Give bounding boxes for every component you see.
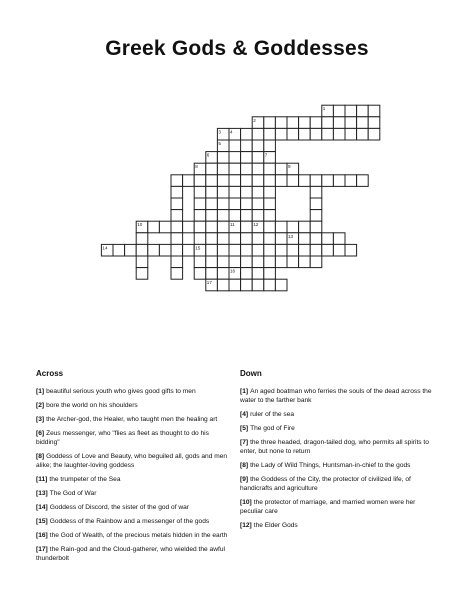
grid-cell[interactable] — [148, 221, 160, 233]
grid-cell[interactable] — [368, 128, 380, 140]
clue-item — [240, 387, 440, 405]
grid-cell[interactable] — [171, 210, 183, 222]
grid-cell[interactable] — [252, 210, 264, 222]
clue-item-number: [9] — [240, 476, 249, 483]
clue-number: 13 — [288, 233, 294, 239]
grid-cell[interactable] — [136, 233, 148, 245]
grid-cell[interactable] — [206, 186, 218, 198]
grid-cell[interactable] — [217, 186, 229, 198]
clue-number: 7 — [264, 152, 268, 158]
clue-item — [36, 429, 232, 447]
clue-item-text: the protector of marriage, and married women were her peculiar care — [240, 499, 416, 515]
grid-cell[interactable] — [194, 268, 206, 280]
grid-cell[interactable] — [345, 175, 357, 187]
grid-cell[interactable] — [148, 244, 160, 256]
grid-cell[interactable] — [345, 105, 357, 117]
grid-cell[interactable] — [206, 210, 218, 222]
clue-item-number: [8] — [36, 453, 45, 460]
grid-cell[interactable] — [217, 279, 229, 291]
clue-item — [36, 452, 232, 470]
grid-cell[interactable] — [287, 117, 299, 129]
clue-number: 12 — [253, 222, 259, 228]
across-clues — [36, 369, 232, 568]
grid-cell[interactable] — [171, 233, 183, 245]
grid-cell[interactable] — [310, 198, 322, 210]
grid-cell[interactable] — [357, 105, 369, 117]
grid-cell[interactable] — [310, 128, 322, 140]
grid-cell[interactable] — [159, 244, 171, 256]
grid-cell[interactable] — [252, 140, 264, 152]
grid-cell[interactable] — [264, 233, 276, 245]
clue-number: 10 — [137, 222, 143, 228]
clue-item — [240, 475, 440, 493]
grid-cell[interactable] — [241, 244, 253, 256]
clue-item-number: [16] — [36, 532, 48, 539]
grid-cell[interactable] — [333, 244, 345, 256]
grid-cell[interactable] — [275, 244, 287, 256]
grid-cell[interactable] — [206, 244, 218, 256]
clue-item-number: [17] — [36, 546, 48, 553]
clue-number: 5 — [218, 141, 221, 146]
grid-cell[interactable] — [241, 279, 253, 291]
grid-cell[interactable] — [275, 279, 287, 291]
clue-item-number: [12] — [240, 522, 252, 529]
grid-cell[interactable] — [357, 128, 369, 140]
grid-cell[interactable] — [206, 256, 218, 268]
grid-cell[interactable] — [322, 244, 334, 256]
grid-cell[interactable] — [264, 210, 276, 222]
clue-item — [240, 424, 440, 433]
clue-number: 14 — [102, 245, 108, 251]
clue-item-text: the three headed, dragon-tailed dog, who permits all spirits to enter, but none to return — [240, 439, 429, 455]
grid-cell[interactable] — [171, 221, 183, 233]
grid-cell[interactable] — [241, 163, 253, 175]
grid-cell[interactable] — [310, 175, 322, 187]
grid-cell[interactable] — [241, 233, 253, 245]
grid-cell[interactable] — [217, 210, 229, 222]
grid-cell[interactable] — [368, 105, 380, 117]
grid-cell[interactable] — [171, 186, 183, 198]
grid-cell[interactable] — [322, 233, 334, 245]
grid-cell[interactable] — [310, 233, 322, 245]
grid-cell[interactable] — [206, 198, 218, 210]
grid-cell[interactable] — [217, 221, 229, 233]
grid-cell[interactable] — [264, 117, 276, 129]
grid-cell[interactable] — [252, 256, 264, 268]
grid-cell[interactable] — [241, 221, 253, 233]
grid-cell[interactable] — [310, 221, 322, 233]
grid-cell[interactable] — [252, 279, 264, 291]
clue-item-text: The God of War — [49, 490, 97, 497]
grid-cell[interactable] — [299, 233, 311, 245]
grid-cell[interactable] — [171, 198, 183, 210]
grid-cell[interactable] — [171, 268, 183, 280]
clue-number: 1 — [322, 106, 326, 112]
grid-cell[interactable] — [275, 175, 287, 187]
grid-cell[interactable] — [229, 175, 241, 187]
grid-cell[interactable] — [333, 128, 345, 140]
grid-cell[interactable] — [217, 233, 229, 245]
grid-cell[interactable] — [310, 117, 322, 129]
clue-item-number: [6] — [36, 430, 45, 437]
clue-item-text: the Goddess of the City, the protector of civilized life, of handicrafts and agriculture — [240, 476, 411, 492]
grid-cell[interactable] — [194, 186, 206, 198]
grid-cell[interactable] — [241, 210, 253, 222]
clue-item-text: bore the world on his shoulders — [46, 402, 138, 409]
grid-cell[interactable] — [217, 256, 229, 268]
clue-item-number: [8] — [240, 462, 249, 469]
grid-cell[interactable] — [299, 128, 311, 140]
grid-cell[interactable] — [287, 221, 299, 233]
grid-cell[interactable] — [241, 256, 253, 268]
clue-number: 2 — [253, 117, 256, 123]
clue-number: 16 — [230, 268, 236, 274]
grid-cell[interactable] — [183, 175, 195, 187]
grid-cell[interactable] — [229, 198, 241, 210]
grid-cell[interactable] — [345, 117, 357, 129]
clue-item-text: the Elder Gods — [253, 522, 298, 529]
grid-cell[interactable] — [206, 221, 218, 233]
grid-cell[interactable] — [264, 128, 276, 140]
grid-cell[interactable] — [241, 198, 253, 210]
clue-item — [240, 521, 440, 530]
grid-cell[interactable] — [299, 175, 311, 187]
grid-cell[interactable] — [113, 244, 125, 256]
grid-cell[interactable] — [322, 175, 334, 187]
grid-cell[interactable] — [206, 268, 218, 280]
clue-number: 17 — [206, 280, 212, 286]
grid-cell[interactable] — [287, 244, 299, 256]
grid-cell[interactable] — [136, 268, 148, 280]
grid-cell[interactable] — [310, 210, 322, 222]
across-clue-list — [36, 387, 232, 563]
grid-cell[interactable] — [229, 210, 241, 222]
clue-number: 3 — [218, 129, 221, 135]
clue-item — [36, 503, 232, 512]
clue-item-text: Zeus messenger, who "flies as fleet as thought to do his bidding" — [36, 430, 209, 446]
grid-cell[interactable] — [217, 163, 229, 175]
clue-item — [36, 517, 232, 526]
grid-cell[interactable] — [275, 221, 287, 233]
clue-item-number: [7] — [240, 439, 249, 446]
clue-item-text: the Rain-god and the Cloud-gatherer, who wielded the awful thunderbolt — [36, 546, 225, 562]
grid-cell[interactable] — [299, 221, 311, 233]
grid-cell[interactable] — [194, 221, 206, 233]
clue-item — [36, 415, 232, 424]
grid-cell[interactable] — [357, 117, 369, 129]
grid-cell[interactable] — [357, 175, 369, 187]
down-clues — [240, 369, 440, 535]
grid-cell[interactable] — [287, 128, 299, 140]
grid-cell[interactable] — [206, 233, 218, 245]
grid-cell[interactable] — [229, 186, 241, 198]
grid-cell[interactable] — [252, 128, 264, 140]
grid-cell[interactable] — [241, 128, 253, 140]
clue-item-number: [15] — [36, 518, 48, 525]
clue-item-text: An aged boatman who ferries the souls of the dead across the water to the farther bank — [240, 388, 432, 404]
clue-item-number: [1] — [36, 388, 45, 395]
grid-cell[interactable] — [206, 163, 218, 175]
grid-cell[interactable] — [264, 268, 276, 280]
grid-cell[interactable] — [368, 117, 380, 129]
grid-cell[interactable] — [171, 256, 183, 268]
grid-cell[interactable] — [229, 256, 241, 268]
grid-cell[interactable] — [345, 244, 357, 256]
grid-cell[interactable] — [229, 244, 241, 256]
grid-cell[interactable] — [264, 163, 276, 175]
grid-cell[interactable] — [252, 233, 264, 245]
grid-cell[interactable] — [229, 163, 241, 175]
grid-cell[interactable] — [275, 163, 287, 175]
grid-cell[interactable] — [333, 117, 345, 129]
grid-cell[interactable] — [333, 175, 345, 187]
clue-item — [240, 461, 440, 470]
grid-cell[interactable] — [229, 233, 241, 245]
clue-item-number: [2] — [36, 402, 45, 409]
grid-cell[interactable] — [333, 105, 345, 117]
grid-cell[interactable] — [241, 175, 253, 187]
grid-cell[interactable] — [229, 279, 241, 291]
grid-cell[interactable] — [264, 256, 276, 268]
grid-cell[interactable] — [171, 175, 183, 187]
clue-item — [240, 410, 440, 419]
grid-cell[interactable] — [299, 256, 311, 268]
grid-cell[interactable] — [136, 256, 148, 268]
clue-item-number: [11] — [36, 476, 48, 483]
clue-item-text: the trumpeter of the Sea — [49, 476, 121, 483]
grid-cell[interactable] — [264, 175, 276, 187]
grid-cell[interactable] — [159, 221, 171, 233]
grid-cell[interactable] — [252, 175, 264, 187]
grid-cell[interactable] — [264, 279, 276, 291]
clue-item-text: beautiful serious youth who gives good gifts to men — [46, 388, 196, 395]
grid-cell[interactable] — [252, 198, 264, 210]
clue-number: 15 — [195, 245, 201, 251]
clue-number: 8 — [195, 164, 198, 170]
grid-cell[interactable] — [275, 256, 287, 268]
grid-cell[interactable] — [333, 233, 345, 245]
clue-item-text: Goddess of Love and Beauty, who beguiled all, gods and men alike; the laughter-loving goddess — [36, 453, 228, 469]
grid-cell[interactable] — [194, 233, 206, 245]
grid-cell[interactable] — [275, 117, 287, 129]
grid-cell[interactable] — [322, 128, 334, 140]
clue-number: 6 — [206, 152, 210, 158]
clue-item — [240, 498, 440, 516]
grid-cell[interactable] — [252, 152, 264, 164]
clue-number: 11 — [230, 222, 235, 228]
grid-cell[interactable] — [241, 152, 253, 164]
grid-cell[interactable] — [345, 128, 357, 140]
clue-item-number: [1] — [240, 388, 249, 395]
page-title: Greek Gods & Goddesses — [105, 37, 369, 60]
grid-cell[interactable] — [299, 117, 311, 129]
down-heading: Down — [240, 369, 262, 378]
clue-item-number: [14] — [36, 504, 48, 511]
grid-cell[interactable] — [171, 244, 183, 256]
grid-cell[interactable] — [264, 244, 276, 256]
grid-cell[interactable] — [241, 140, 253, 152]
grid-cell[interactable] — [241, 268, 253, 280]
grid-cell[interactable] — [183, 244, 195, 256]
clue-item-text: Goddess of the Rainbow and a messenger of the gods — [49, 518, 210, 525]
grid-cell[interactable] — [217, 244, 229, 256]
grid-cell[interactable] — [217, 198, 229, 210]
grid-cell[interactable] — [194, 210, 206, 222]
grid-cell[interactable] — [287, 256, 299, 268]
clue-item — [36, 387, 232, 396]
clue-item-text: the Lady of Wild Things, Huntsman-in-chief to the gods — [250, 462, 411, 469]
grid-cell[interactable] — [136, 244, 148, 256]
clue-item — [240, 438, 440, 456]
clue-item-text: Goddess of Discord, the sister of the god of war — [49, 504, 190, 511]
grid-cell[interactable] — [275, 128, 287, 140]
grid-cell[interactable] — [241, 186, 253, 198]
grid-cell[interactable] — [217, 152, 229, 164]
grid-cell[interactable] — [264, 140, 276, 152]
grid-cell[interactable] — [217, 175, 229, 187]
grid-cell[interactable] — [310, 244, 322, 256]
grid-cell[interactable] — [252, 163, 264, 175]
clue-item-text: the God of Wealth, of the precious metals hidden in the earth — [49, 532, 228, 539]
clue-item-number: [4] — [240, 411, 249, 418]
grid-cell[interactable] — [310, 186, 322, 198]
grid-cell[interactable] — [194, 198, 206, 210]
grid-cell[interactable] — [310, 256, 322, 268]
clue-item — [36, 489, 232, 498]
down-clue-list — [240, 387, 440, 530]
grid-cell[interactable] — [287, 175, 299, 187]
grid-cell[interactable] — [194, 175, 206, 187]
grid-cell[interactable] — [252, 186, 264, 198]
clue-item-number: [3] — [36, 416, 45, 423]
grid-cell[interactable] — [264, 186, 276, 198]
clue-item-text: The god of Fire — [250, 425, 295, 432]
grid-cell[interactable] — [217, 268, 229, 280]
clue-number: 9 — [288, 164, 291, 170]
grid-cell[interactable] — [264, 198, 276, 210]
grid-cell[interactable] — [229, 152, 241, 164]
clue-item-text: the Archer-god, the Healer, who taught men the healing art — [46, 416, 218, 423]
grid-cell[interactable] — [264, 221, 276, 233]
clue-item — [36, 475, 232, 484]
clue-item-number: [13] — [36, 490, 48, 497]
clue-item-text: ruler of the sea — [250, 411, 295, 418]
clue-item-number: [5] — [240, 425, 249, 432]
grid-cell[interactable] — [125, 244, 137, 256]
grid-cell[interactable] — [252, 268, 264, 280]
clue-number: 4 — [230, 129, 233, 135]
grid-cell[interactable] — [206, 175, 218, 187]
grid-cell[interactable] — [183, 221, 195, 233]
grid-cell[interactable] — [252, 244, 264, 256]
clue-item — [36, 531, 232, 540]
grid-cell[interactable] — [299, 244, 311, 256]
clue-item — [36, 545, 232, 563]
grid-cell[interactable] — [275, 233, 287, 245]
clue-item — [36, 401, 232, 410]
grid-cell[interactable] — [194, 256, 206, 268]
clue-item-number: [10] — [240, 499, 252, 506]
grid-cell[interactable] — [322, 117, 334, 129]
across-heading: Across — [36, 369, 64, 378]
